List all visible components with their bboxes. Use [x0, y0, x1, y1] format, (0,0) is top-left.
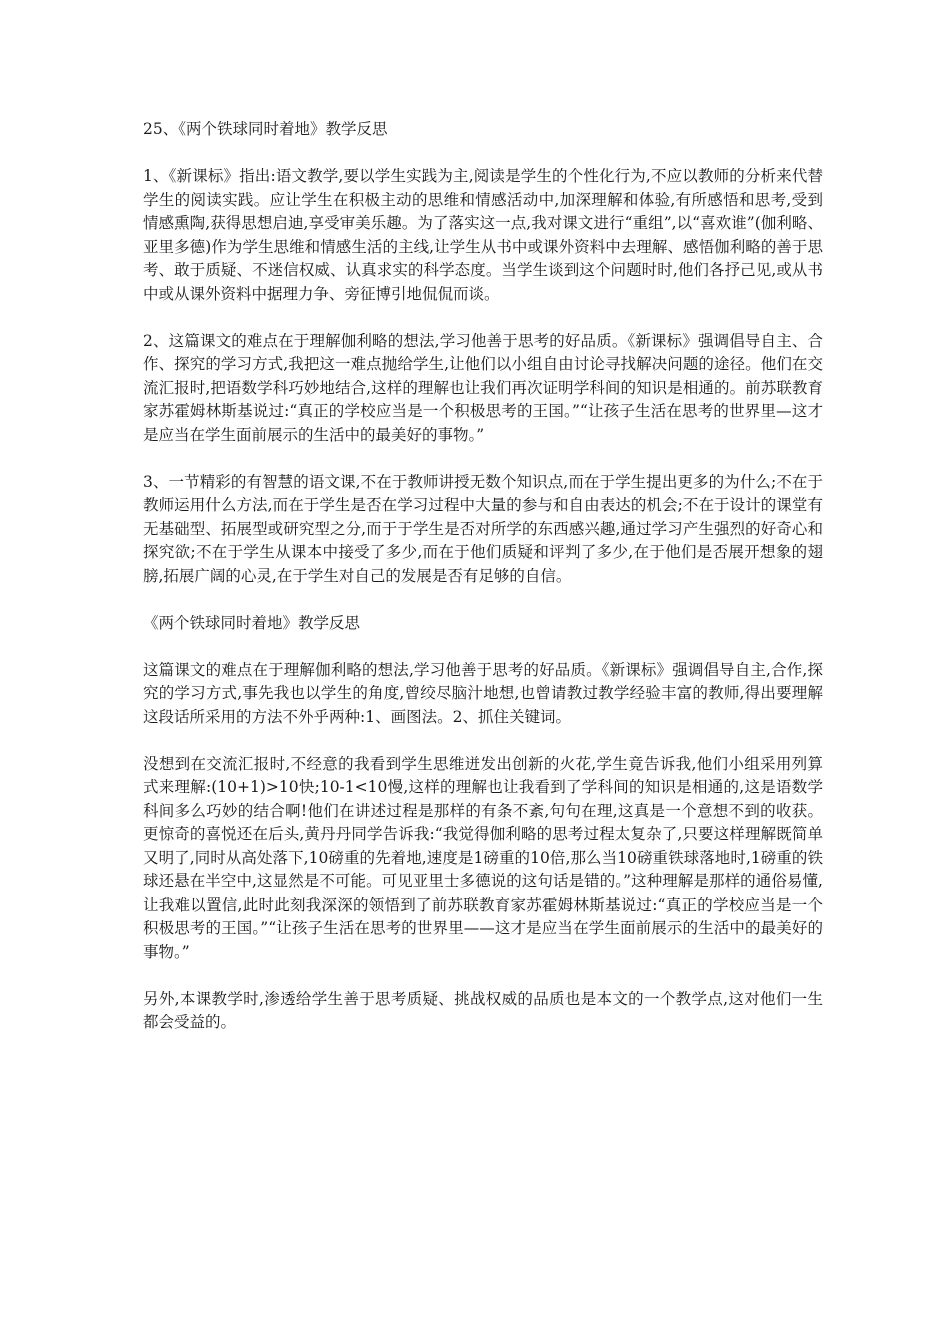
document-title: 25、《两个铁球同时着地》教学反思	[143, 120, 388, 138]
paragraph-4: 这篇课文的难点在于理解伽利略的想法,学习他善于思考的好品质。《新课标》强调倡导自主,合作,探究的学习方式,事先我也以学生的角度,曾绞尽脑汁地想,也曾请教过教学经验丰富的教师,得出要理解这段话所采用的方法不外乎两种:1、画图法。2、抓住关键词。	[143, 660, 823, 726]
paragraph-3: 3、一节精彩的有智慧的语文课,不在于教师讲授无数个知识点,而在于学生提出更多的为什么;不在于教师运用什么方法,而在于学生是否在学习过程中大量的参与和自由表达的机会;不在于设计的课堂有无基础型、拓展型或研究型之分,而于于学生是否对所学的东西感兴趣,通过学习产生强烈的好奇心和探究欲;不在于学生从课本中接受了多少,而在于他们质疑和评判了多少,在于他们是否展开想象的翅膀,拓展广阔的心灵,在于学生对自己的发展是否有足够的自信。	[143, 472, 823, 585]
paragraph-5: 没想到在交流汇报时,不经意的我看到学生思维迸发出创新的火花,学生竟告诉我,他们小组采用列算式来理解:(10+1)>10快;10-1<10慢,这样的理解也让我看到了学科间的知识是相通的,这是语数学科间多么巧妙的结合啊!他们在讲述过程是那样的有条不紊,句句在理,这真是一个意想不到的收获。更惊奇的喜悦还在后头,黄丹丹同学告诉我:“我觉得伽利略的思考过程太复杂了,只要这样理解既简单又明了,同时从高处落下,10磅重的先着地,速度是1磅重的10倍,那么当10磅重铁球落地时,1磅重的铁球还悬在半空中,这显然是不可能。可见亚里士多德说的这句话是错的。”这种理解是那样的通俗易懂,让我难以置信,此时此刻我深深的领悟到了前苏联教育家苏霍姆林斯基说过:“真正的学校应当是一个积极思考的王国。”“让孩子生活在思考的世界里——这才是应当在学生面前展示的生活中的最美好的事物。”	[143, 754, 823, 961]
section-subtitle: 《两个铁球同时着地》教学反思	[143, 613, 361, 632]
paragraph-6: 另外,本课教学时,渗透给学生善于思考质疑、挑战权威的品质也是本文的一个教学点,这对他们一生都会受益的。	[143, 989, 823, 1031]
paragraph-2: 2、这篇课文的难点在于理解伽利略的想法,学习他善于思考的好品质。《新课标》强调倡导自主、合作、探究的学习方式,我把这一难点抛给学生,让他们以小组自由讨论寻找解决问题的途径。他们在交流汇报时,把语数学科巧妙地结合,这样的理解也让我们再次证明学科间的知识是相通的。前苏联教育家苏霍姆林斯基说过:“真正的学校应当是一个积极思考的王国。”“让孩子生活在思考的世界里—这才是应当在学生面前展示的生活中的最美好的事物。”	[143, 331, 823, 444]
paragraph-1: 1、《新课标》指出:语文教学,要以学生实践为主,阅读是学生的个性化行为,不应以教师的分析来代替学生的阅读实践。应让学生在积极主动的思维和情感活动中,加深理解和体验,有所感悟和思考,受到情感熏陶,获得思想启迪,享受审美乐趣。为了落实这一点,我对课文进行“重组”,以“喜欢谁”(伽利略、亚里多德)作为学生思维和情感生活的主线,让学生从书中或课外资料中去理解、感悟伽利略的善于思考、敢于质疑、不迷信权威、认真求实的科学态度。当学生谈到这个问题时时,他们各抒己见,或从书中或从课外资料中据理力争、旁征博引地侃侃而谈。	[143, 167, 823, 303]
document-body	[143, 118, 823, 1058]
